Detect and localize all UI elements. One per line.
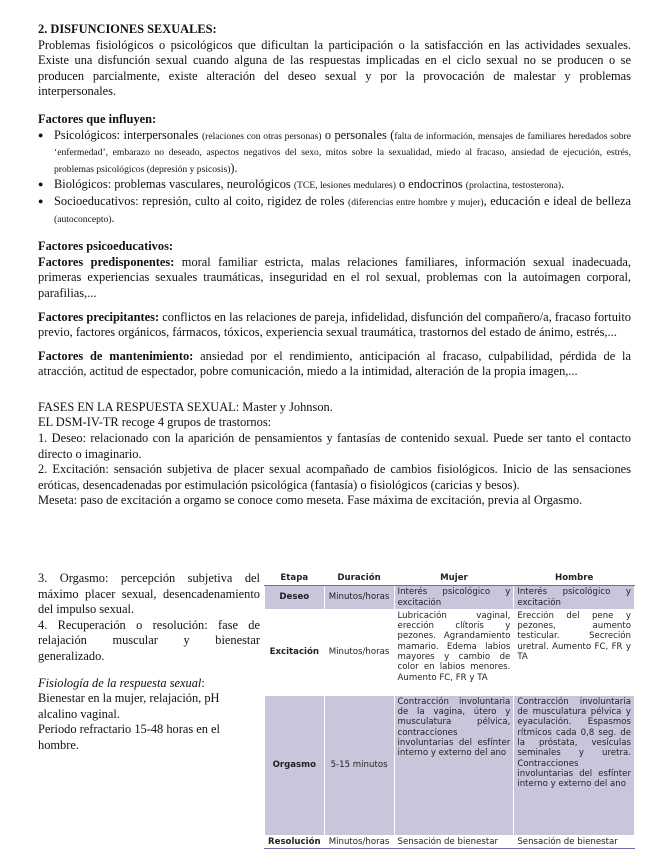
table-cell-mujer: Interés psicológico y excitación xyxy=(394,586,514,610)
fase-resolucion: 4. Recuperación o resolución: fase de relajación muscular y bienestar generalizado. xyxy=(38,617,260,663)
table-cell-etapa: Excitación xyxy=(265,609,325,695)
section-body-disfunciones: Problemas fisiológicos o psicológicos que dificultan la participación o la satisfacción en las actividades sexuales. Existe una disfunción sexual cuando alguna de las respuestas implicadas en el ciclo sexual no se producen o se producen parcialmente, existe alteración del deseo sexual y por la provocación de malestar y problemas interpersonales. xyxy=(38,37,631,99)
table-cell-mujer: Lubricación vaginal, erección clítoris y pezones. Agrandamiento mamario. Edema labios mayores y cambio de color en labios menores. Aumento FC, FR y TA xyxy=(394,609,514,695)
factores-title: Factores que influyen: xyxy=(38,111,157,126)
table-cell-etapa: Deseo xyxy=(265,586,325,610)
table-cell-hombre: Erección del pene y pezones, aumento testicular. Secreción uretral. Aumento FC, FR y TA xyxy=(514,609,635,695)
table-header-row xyxy=(265,571,635,586)
section-title-disfunciones: 2. DISFUNCIONES SEXUALES: xyxy=(38,22,217,36)
table-header-cell: Hombre xyxy=(514,571,635,586)
phases-table xyxy=(264,571,635,849)
table-cell-etapa: Resolución xyxy=(265,835,325,848)
list-item: ● Socioeducativos: represión, culto al coito, rigidez de roles (diferencias entre hombre y mujer), educación e ideal de belleza (autoconcepto). xyxy=(38,194,631,227)
table-header-cell: Etapa xyxy=(265,571,325,586)
table-cell-duracion: Minutos/horas xyxy=(324,586,394,610)
list-item: ● Psicológicos: interpersonales (relaciones con otras personas) o personales (falta de información, mensajes de familiares heredados sobre ‘enfermedad’, embarazo no deseado, aspectos negativos del sexo, mitos sobre la sexualidad, miedo al fracaso, ansiedad de ejecución, estrés, problemas psicológicos (depresión y psicosis)). xyxy=(38,128,631,178)
fase-orgasmo: 3. Orgasmo: percepción subjetiva del máximo placer sexual, desencadenamiento del impulso sexual. xyxy=(38,571,260,617)
table-row xyxy=(265,609,635,695)
list-item: ● Biológicos: problemas vasculares, neurológicos (TCE, lesiones medulares) o endocrinos (prolactina, testosterona). xyxy=(38,177,631,194)
fases-title: FASES EN LA RESPUESTA SEXUAL: Master y Johnson. xyxy=(38,399,333,414)
table-row xyxy=(265,835,635,848)
left-column xyxy=(38,571,260,754)
table-row xyxy=(265,586,635,610)
table-cell-mujer: Sensación de bienestar xyxy=(394,835,514,848)
table-header-cell: Mujer xyxy=(394,571,514,586)
psicoeducativos-title: Factores psicoeducativos: xyxy=(38,239,174,254)
precipitantes-paragraph: Factores precipitantes: conflictos en las relaciones de pareja, infidelidad, disfunción del compañero/a, fracaso fortuito previo, factores orgánicos, fármacos, tóxicos, experiencia sexual traumática, trastornos del estado de ánimo, estrés,... xyxy=(38,309,631,340)
factores-list xyxy=(38,128,631,228)
fase-excitacion: 2. Excitación: sensación subjetiva de placer sexual acompañado de cambios fisiológicos. Inicio de las sensaciones eróticas, desencadenadas por estimulación psicológica (fantasía) o fisiológicos (caricias y besos). xyxy=(38,462,631,492)
table-cell-hombre: Interés psicológico y excitación xyxy=(514,586,635,610)
predisponentes-paragraph: Factores predisponentes: moral familiar estricta, malas relaciones familiares, información sexual inadecuada, primeras experiencias sexuales traumáticas, inseguridad en el rol sexual, problemas con la autoimagen corporal, parafilias,... xyxy=(38,254,631,300)
fisiologia-mujer: Bienestar en la mujer, relajación, pH alcalino vaginal. xyxy=(38,691,220,721)
fisiologia-hombre: Periodo refractario 15-48 horas en el hombre. xyxy=(38,722,220,752)
table-cell-duracion: Minutos/horas xyxy=(324,609,394,695)
table-row xyxy=(265,695,635,835)
meseta-paragraph: Meseta: paso de excitación a orgamo se conoce como meseta. Fase máxima de excitación, previa al Orgasmo. xyxy=(38,493,583,508)
fase-deseo: 1. Deseo: relacionado con la aparición de pensamientos y fantasías de contenido sexual. Puede ser tanto el contacto directo o imaginario. xyxy=(38,431,631,461)
mantenimiento-paragraph: Factores de mantenimiento: ansiedad por el rendimiento, anticipación al fracaso, culpabilidad, pérdida de la atracción, actitud de espectador, pobre comunicación, miedo a la intimidad, alteración de la propia imagen,... xyxy=(38,348,631,379)
dsm-line: EL DSM-IV-TR recoge 4 grupos de trastornos: xyxy=(38,415,272,430)
table-cell-duracion: Minutos/horas xyxy=(324,835,394,848)
table-header-cell: Duración xyxy=(324,571,394,586)
table-cell-etapa: Orgasmo xyxy=(265,695,325,835)
document-page xyxy=(38,22,631,509)
table-cell-duracion: 5-15 minutos xyxy=(324,695,394,835)
fisiologia-title: Fisiología de la respuesta sexual: xyxy=(38,675,205,690)
table-cell-mujer: Contracción involuntaria de la vagina, útero y musculatura pélvica, contracciones involuntarias del esfínter interno y externo del ano xyxy=(394,695,514,835)
table-cell-hombre: Sensación de bienestar xyxy=(514,835,635,848)
table-cell-hombre: Contracción involuntaria de musculatura pélvica y eyaculación. Espasmos rítmicos cada 0,8 seg. de la próstata, vesículas seminales y uretra. Contracciones involuntarias del esfínter interno y externo del ano xyxy=(514,695,635,835)
